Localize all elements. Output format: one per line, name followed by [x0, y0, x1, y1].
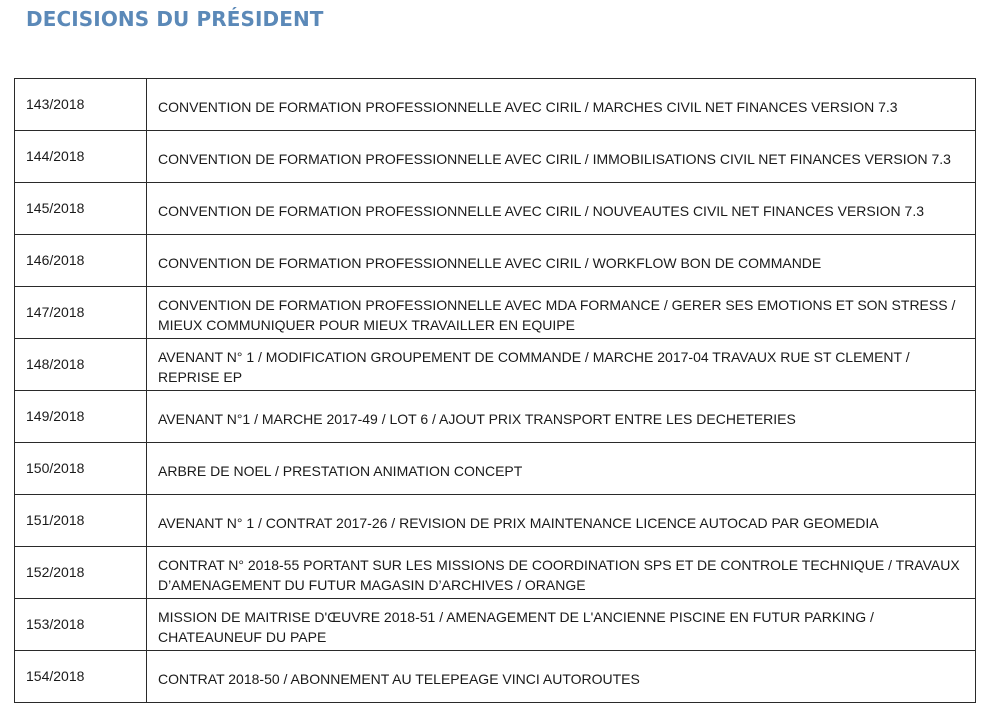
decision-text: MISSION DE MAITRISE D'ŒUVRE 2018-51 / AMENAGEMENT DE L'ANCIENNE PISCINE EN FUTUR PARKING / CHATEAUNEUF DU PAPE [147, 599, 976, 651]
table-row [15, 547, 976, 599]
decision-number-cell [15, 651, 147, 703]
decision-number: 146/2018 [26, 252, 85, 268]
table-row [15, 651, 976, 703]
decision-text: CONTRAT N° 2018-55 PORTANT SUR LES MISSIONS DE COORDINATION SPS ET DE CONTROLE TECHNIQUE / TRAVAUX D’AMENAGEMENT DU FUTUR MAGASIN D’ARCHIVES / ORANGE [147, 547, 976, 599]
table-row [15, 391, 976, 443]
decision-text: ARBRE DE NOEL / PRESTATION ANIMATION CONCEPT [147, 443, 976, 495]
table-row [15, 183, 976, 235]
decision-number: 152/2018 [26, 564, 85, 580]
decision-text: CONVENTION DE FORMATION PROFESSIONNELLE AVEC MDA FORMANCE / GERER SES EMOTIONS ET SON STRESS / MIEUX COMMUNIQUER POUR MIEUX TRAVAILLER EN EQUIPE [147, 287, 976, 339]
decision-number: 147/2018 [26, 304, 85, 320]
decision-number-cell [15, 547, 147, 599]
decision-text: AVENANT N°1 / MARCHE 2017-49 / LOT 6 / AJOUT PRIX TRANSPORT ENTRE LES DECHETERIES [147, 391, 976, 443]
decisions-table [14, 78, 976, 703]
decision-text: CONVENTION DE FORMATION PROFESSIONNELLE AVEC CIRIL / WORKFLOW BON DE COMMANDE [147, 235, 976, 287]
decision-text: CONVENTION DE FORMATION PROFESSIONNELLE AVEC CIRIL / NOUVEAUTES CIVIL NET FINANCES VERSION 7.3 [147, 183, 976, 235]
decision-number: 145/2018 [26, 200, 85, 216]
table-row [15, 495, 976, 547]
page-title: DECISIONS DU PRÉSIDENT [26, 7, 324, 31]
decision-number: 144/2018 [26, 148, 85, 164]
decision-number-cell [15, 183, 147, 235]
decision-text: CONVENTION DE FORMATION PROFESSIONNELLE AVEC CIRIL / IMMOBILISATIONS CIVIL NET FINANCES VERSION 7.3 [147, 131, 976, 183]
decision-text: CONTRAT 2018-50 / ABONNEMENT AU TELEPEAGE VINCI AUTOROUTES [147, 651, 976, 703]
decision-number-cell [15, 235, 147, 287]
decision-number-cell [15, 339, 147, 391]
decision-number-cell [15, 287, 147, 339]
table-row [15, 287, 976, 339]
table-row [15, 79, 976, 131]
decision-number: 154/2018 [26, 668, 85, 684]
decision-number: 148/2018 [26, 356, 85, 372]
decision-number: 149/2018 [26, 408, 85, 424]
decision-number: 153/2018 [26, 616, 85, 632]
decision-text: AVENANT N° 1 / MODIFICATION GROUPEMENT DE COMMANDE / MARCHE 2017-04 TRAVAUX RUE ST CLEMENT / REPRISE EP [147, 339, 976, 391]
decision-number-cell [15, 131, 147, 183]
decision-text: CONVENTION DE FORMATION PROFESSIONNELLE AVEC CIRIL / MARCHES CIVIL NET FINANCES VERSION 7.3 [147, 79, 976, 131]
table-row [15, 443, 976, 495]
decision-text: AVENANT N° 1 / CONTRAT 2017-26 / REVISION DE PRIX MAINTENANCE LICENCE AUTOCAD PAR GEOMEDIA [147, 495, 976, 547]
table-row [15, 235, 976, 287]
decision-number-cell [15, 443, 147, 495]
table-row [15, 599, 976, 651]
decision-number: 151/2018 [26, 512, 85, 528]
decision-number: 143/2018 [26, 96, 85, 112]
decision-number-cell [15, 495, 147, 547]
table-row [15, 339, 976, 391]
decision-number-cell [15, 79, 147, 131]
table-row [15, 131, 976, 183]
decision-number: 150/2018 [26, 460, 85, 476]
decision-number-cell [15, 391, 147, 443]
decision-number-cell [15, 599, 147, 651]
